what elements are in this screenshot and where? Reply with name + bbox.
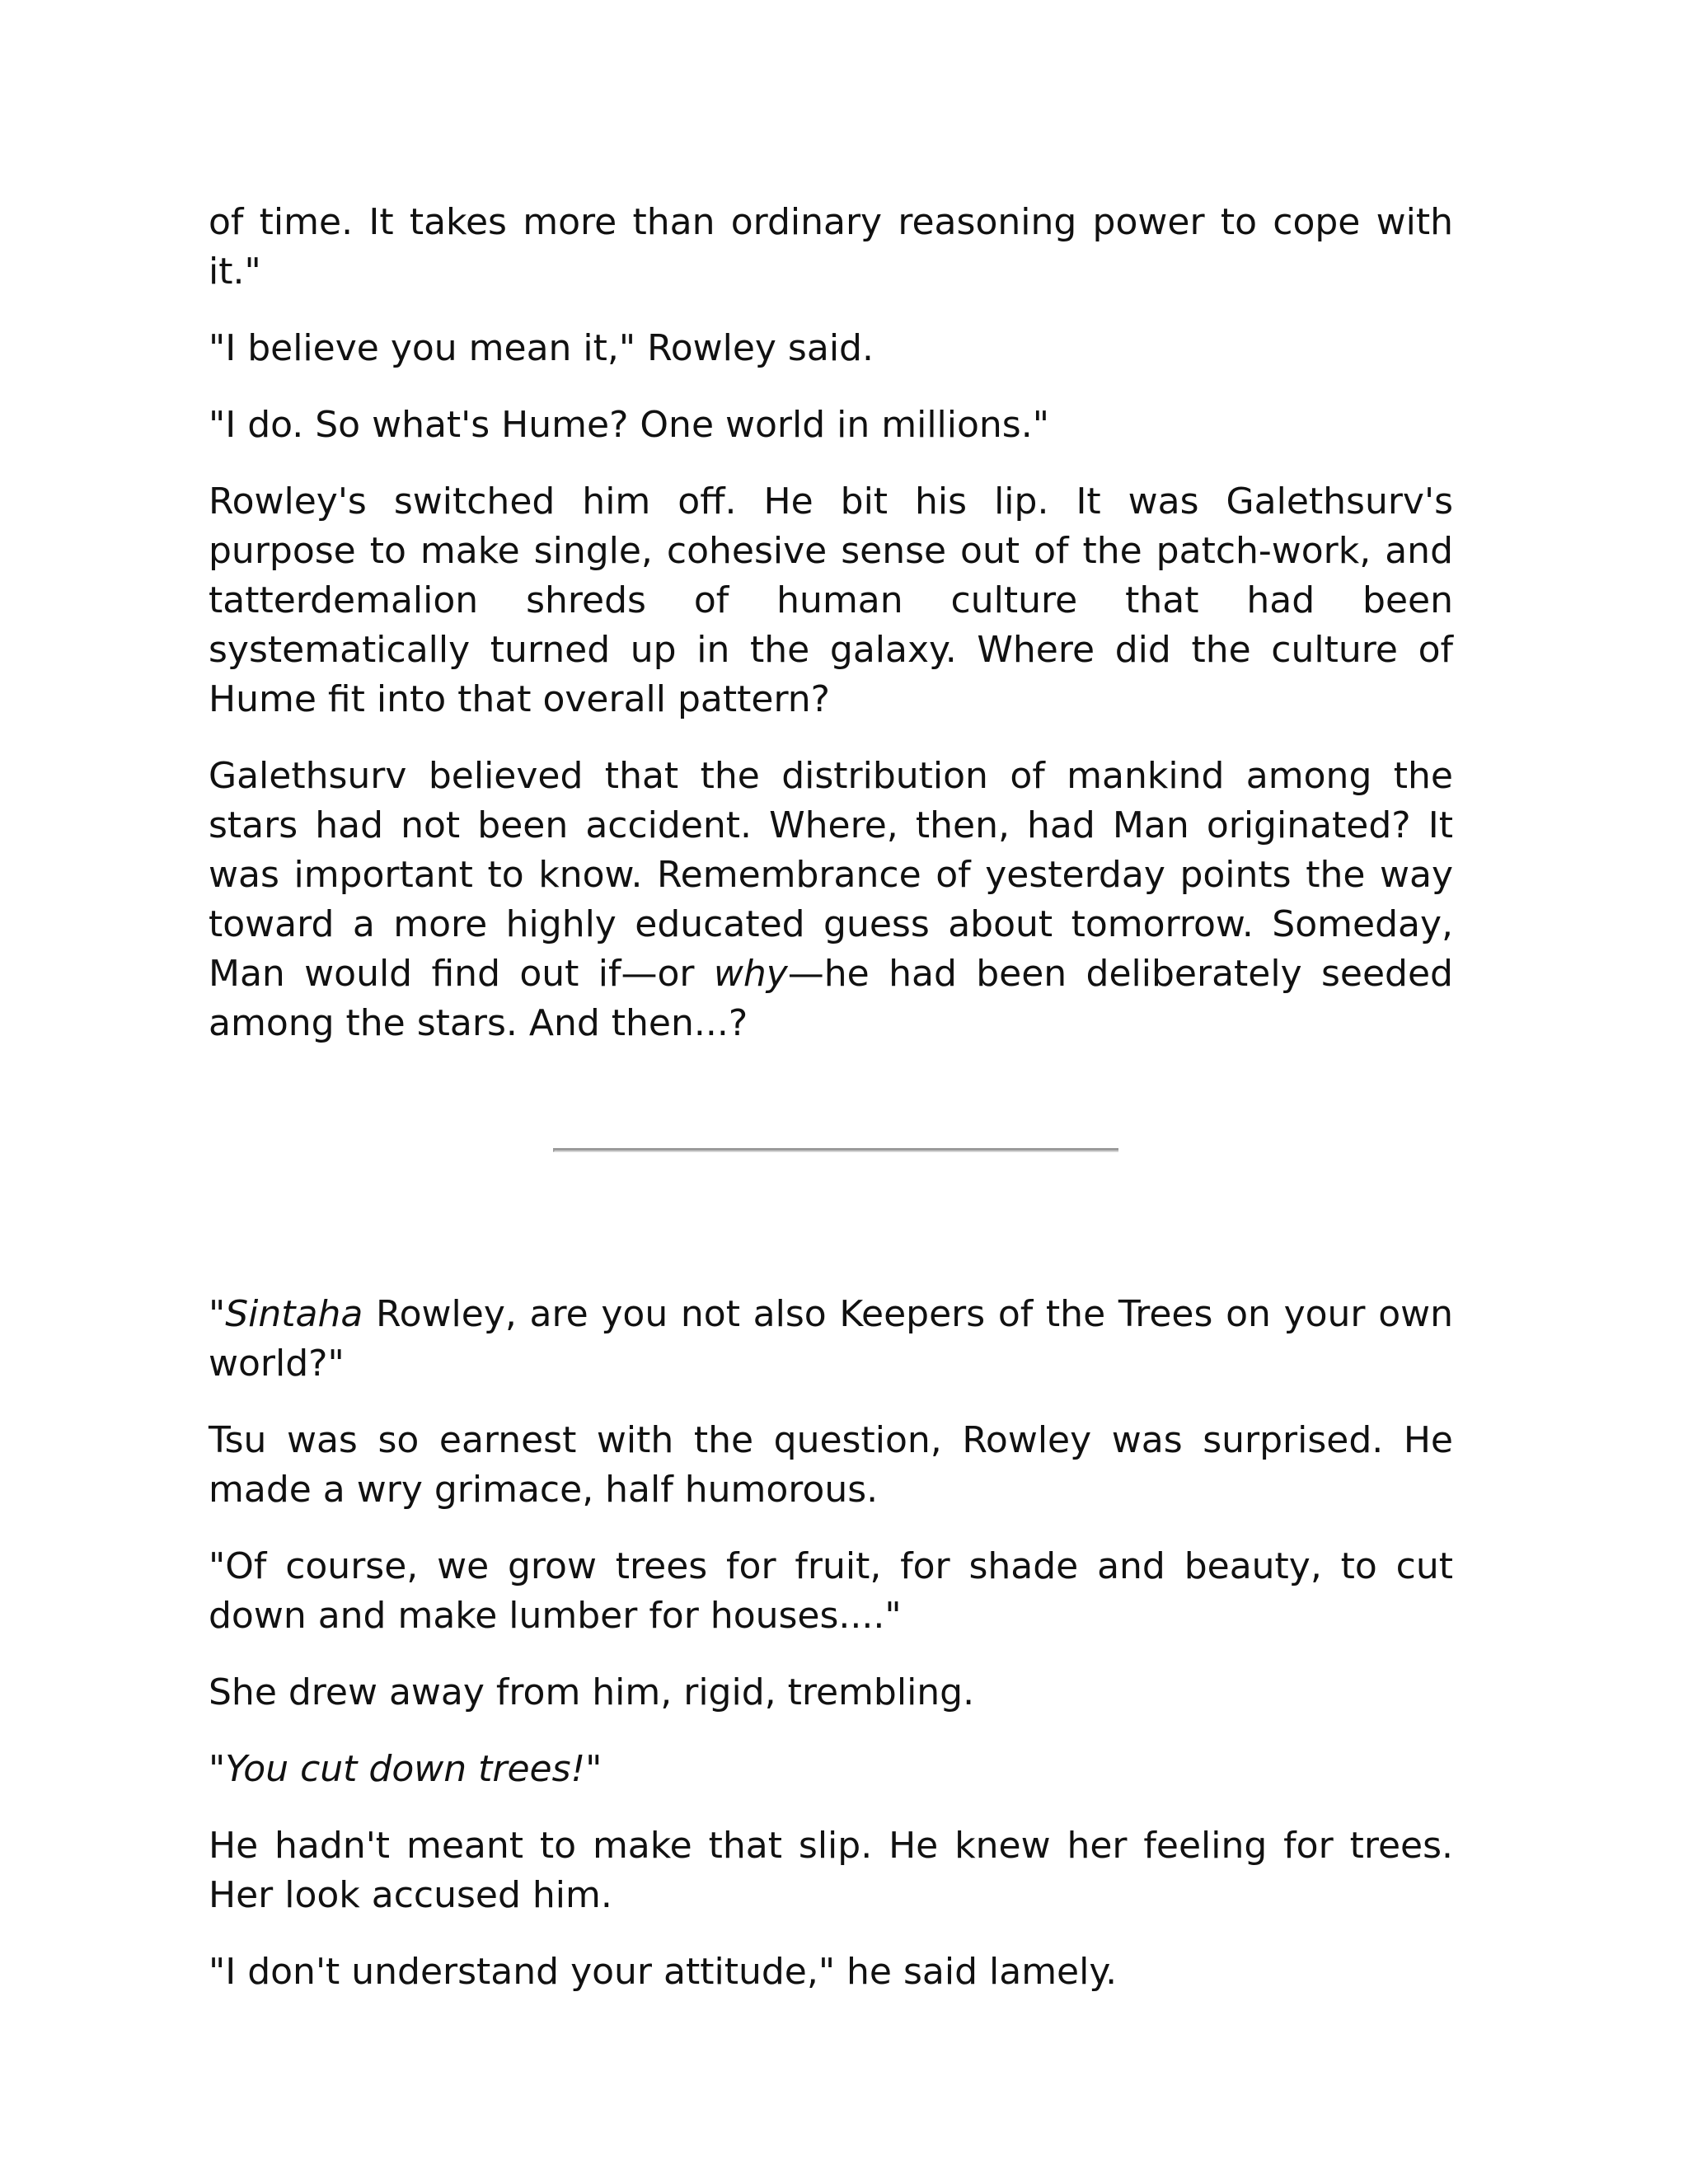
document-page <box>209 198 1453 2024</box>
paragraph <box>209 1290 1453 1389</box>
paragraph: "I do. So what's Hume? One world in millions." <box>209 404 1049 446</box>
emphasis-text: Sintaha <box>225 1293 363 1335</box>
paragraph: "I believe you mean it," Rowley said. <box>209 327 874 369</box>
paragraph: "I don't understand your attitude," he said lamely. <box>209 1951 1118 1993</box>
emphasis-text: why <box>713 953 788 995</box>
text-span: " <box>585 1748 603 1790</box>
paragraph: "Of course, we grow trees for fruit, for shade and beauty, to cut down and make lumber for houses...." <box>209 1545 1453 1637</box>
text-span: " <box>209 1293 226 1335</box>
text-span: Rowley, are you not also Keepers of the Trees on your own world?" <box>209 1293 1453 1385</box>
horizontal-rule <box>553 1148 1118 1152</box>
paragraph <box>209 1745 1453 1794</box>
paragraph <box>209 752 1453 1048</box>
section-break <box>209 1076 1453 1290</box>
paragraph: She drew away from him, rigid, trembling. <box>209 1671 975 1713</box>
paragraph: Rowley's switched him off. He bit his lip. It was Galethsurv's purpose to make single, cohesive sense out of the patch-work, and tatterdemalion shreds of human culture that had been systematically turned up in the galaxy. Where did the culture of Hume fit into that overall pattern? <box>209 480 1453 720</box>
paragraph: Tsu was so earnest with the question, Rowley was surprised. He made a wry grimace, half humorous. <box>209 1419 1453 1511</box>
paragraph: of time. It takes more than ordinary reasoning power to cope with it." <box>209 201 1453 293</box>
paragraph: He hadn't meant to make that slip. He knew her feeling for trees. Her look accused him. <box>209 1825 1453 1916</box>
text-span: Galethsurv believed that the distribution of mankind among the stars had not been accident. Where, then, had Man originated? It was important to know. Remembrance of yesterday points the way toward a more highly educated guess about tomorrow. Someday, Man would find out if—or <box>209 755 1453 995</box>
text-span: " <box>209 1748 226 1790</box>
text-span: —he had been deliberately seeded among the stars. And then...? <box>209 953 1453 1044</box>
emphasis-text: You cut down trees! <box>225 1748 586 1790</box>
